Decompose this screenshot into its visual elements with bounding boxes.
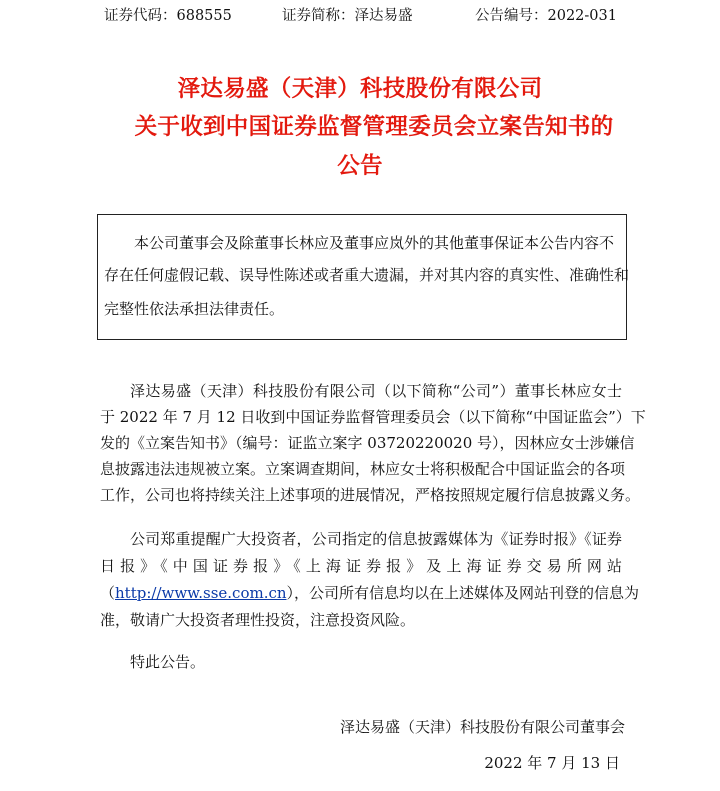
closing-remark: 特此公告。 <box>130 653 206 671</box>
board-statement-line: 完整性依法承担法律责任。 <box>104 300 285 318</box>
body-paragraph-line: 于 2022 年 7 月 12 日收到中国证券监督管理委员会（以下简称“中国证监会”）下 <box>100 408 646 426</box>
body-paragraph-line: 发的《立案告知书》（编号：证监立案字 03720220020 号），因林应女士涉嫌信 <box>100 434 635 452</box>
body-paragraph-line: 工作，公司也将持续关注上述事项的进展情况，严格按照规定履行信息披露义务。 <box>100 486 641 504</box>
title-subject: 关于收到中国证券监督管理委员会立案告知书的 <box>134 114 614 140</box>
signature-company: 泽达易盛（天津）科技股份有限公司董事会 <box>340 718 626 736</box>
title-announcement: 公告 <box>337 153 383 179</box>
document-header <box>0 4 720 28</box>
body-paragraph-line: 公司郑重提醒广大投资者，公司指定的信息披露媒体为《证券时报》《证券 <box>130 530 622 548</box>
body-paragraph-line <box>100 582 640 604</box>
stock-code: 证券代码：688555 <box>104 8 232 24</box>
stock-name: 证券简称：泽达易盛 <box>282 8 413 24</box>
sse-website-link[interactable]: http://www.sse.com.cn <box>115 584 287 602</box>
board-statement-line: 本公司董事会及除董事长林应及董事应岚外的其他董事保证本公告内容不 <box>134 234 615 252</box>
signature-date: 2022 年 7 月 13 日 <box>484 754 620 772</box>
announcement-number: 公告编号：2022-031 <box>475 8 617 24</box>
body-paragraph-line: 息披露违法违规被立案。立案调查期间，林应女士将积极配合中国证监会的各项 <box>100 460 626 478</box>
line-rest: ），公司所有信息均以在上述媒体及网站刊登的信息为 <box>286 584 640 602</box>
paren-open: （ <box>100 584 116 602</box>
body-paragraph-line: 泽达易盛（天津）科技股份有限公司（以下简称“公司”）董事长林应女士 <box>130 382 622 400</box>
board-statement-line: 存在任何虚假记载、误导性陈述或者重大遗漏，并对其内容的真实性、准确性和 <box>104 266 630 284</box>
title-company: 泽达易盛（天津）科技股份有限公司 <box>177 76 543 102</box>
body-paragraph-line: 准，敬请广大投资者理性投资，注意投资风险。 <box>100 611 416 629</box>
body-paragraph-line: 日报》《中国证券报》《上海证券报》及上海证券交易所网站 <box>100 557 622 575</box>
